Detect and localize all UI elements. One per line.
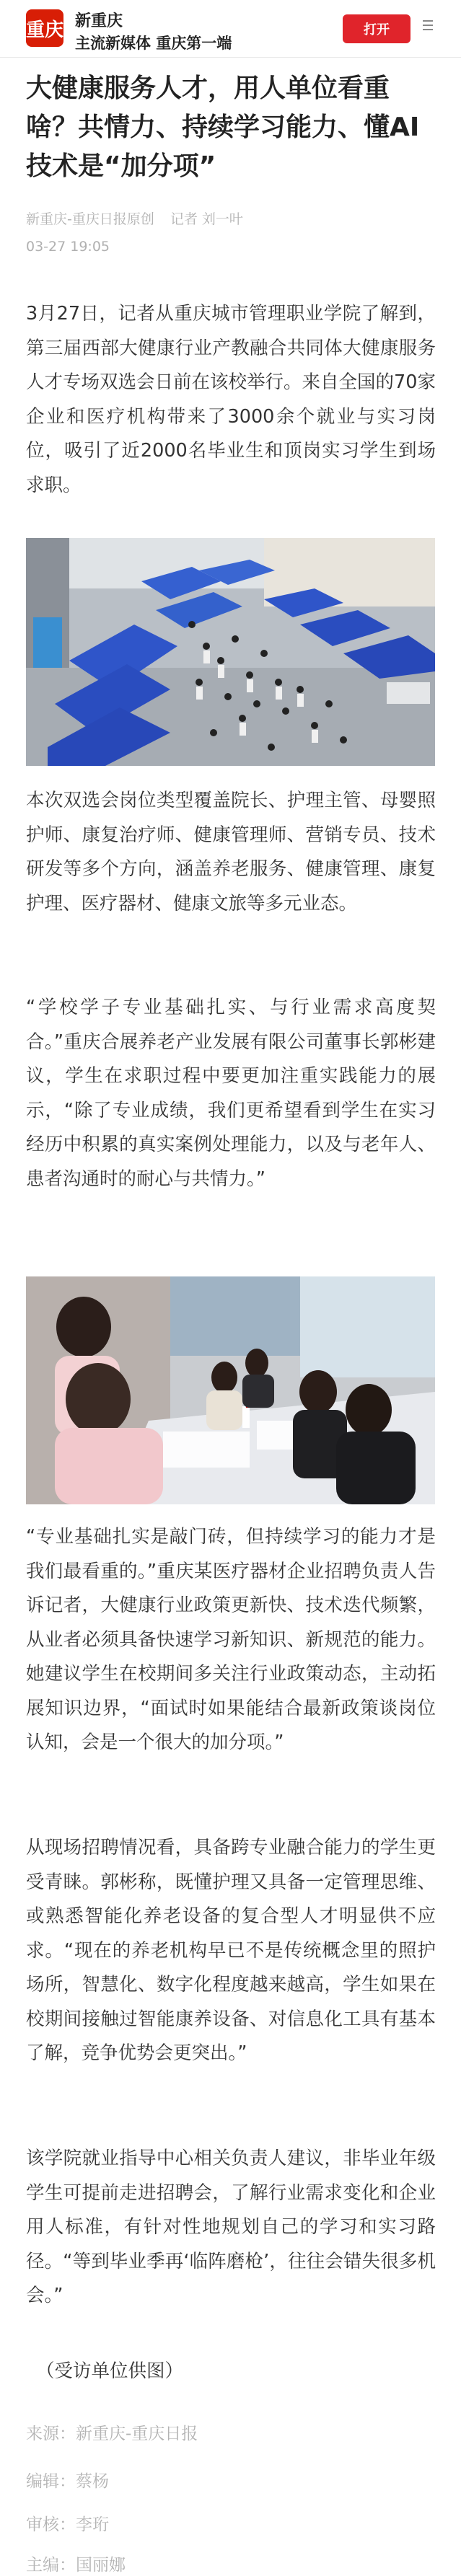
article-date: 03-27 19:05 <box>26 239 110 255</box>
footer-source: 来源：新重庆-重庆日报 <box>26 2425 198 2443</box>
article-photo-booth-interview[interactable] <box>26 1276 435 1504</box>
article-paragraph: 该学院就业指导中心相关负责人建议，非毕业年级学生可提前走进招聘会，了解行业需求变化和企业用人标准，有针对性地规划自己的学习和实习路径。“等到毕业季再‘临阵磨枪’，往往会错失很多机会。” <box>26 2148 436 2306</box>
footer-reviewer: 审核：李珩 <box>26 2515 109 2534</box>
article-photo-job-fair[interactable] <box>26 538 435 766</box>
article-paragraph: “专业基础扎实是敲门砖，但持续学习的能力才是我们最看重的。”重庆某医疗器材企业招聘负责人告诉记者，大健康行业政策更新快、技术迭代频繁，从业者必须具备快速学习新知识、新规范的能力。她建议学生在校期间多关注行业政策动态，主动拓展知识边界，“面试时如果能结合最新政策谈岗位认知，会是一个很大的加分项。” <box>26 1526 436 1753</box>
article-paragraph: 从现场招聘情况看，具备跨专业融合能力的学生更受青睐。郭彬称，既懂护理又具备一定管理思维、或熟悉智能化养老设备的复合型人才明显供不应求。“现在的养老机构早已不是传统概念里的照护场所，智慧化、数字化程度越来越高，学生如果在校期间接触过智能康养设备、对信息化工具有基本了解，竞争优势会更突出。” <box>26 1837 436 2064</box>
app-header <box>0 0 461 58</box>
menu-icon[interactable] <box>421 20 434 32</box>
footer-editor: 编辑：蔡杨 <box>26 2472 109 2491</box>
article-byline <box>26 208 243 228</box>
article-title: 大健康服务人才，用人单位看重啥？共情力、持续学习能力、懂AI技术是“加分项” <box>26 74 420 181</box>
app-logo[interactable]: 重庆 <box>26 9 63 47</box>
brand-slogan: 主流新媒体 重庆第一端 <box>75 35 232 52</box>
photo-credit: （受访单位供图） <box>36 2360 184 2382</box>
open-app-button[interactable]: 打开 <box>343 14 410 43</box>
brand-name: 新重庆 <box>75 12 123 30</box>
article-paragraph: 本次双选会岗位类型覆盖院长、护理主管、母婴照护师、康复治疗师、健康管理师、营销专员、技术研发等多个方向，涵盖养老服务、健康管理、康复护理、医疗器材、健康文旅等多元业态。 <box>26 790 436 914</box>
article-source: 新重庆-重庆日报原创 <box>26 211 154 227</box>
article-reporter: 记者 刘一叶 <box>170 211 243 227</box>
article-paragraph: “学校学子专业基础扎实、与行业需求高度契合。”重庆合展养老产业发展有限公司董事长郭彬建议，学生在求职过程中要更加注重实践能力的展示，“除了专业成绩，我们更希望看到学生在实习经历中积累的真实案例处理能力，以及与老年人、患者沟通时的耐心与共情力。” <box>26 997 436 1190</box>
footer-chief-editor: 主编：国丽娜 <box>26 2556 126 2575</box>
article-paragraph: 3月27日，记者从重庆城市管理职业学院了解到，第三届西部大健康行业产教融合共同体大健康服务人才专场双选会日前在该校举行。来自全国的70家企业和医疗机构带来了3000余个就业与实习岗位，吸引了近2000名毕业生和顶岗实习学生到场求职。 <box>26 303 436 496</box>
